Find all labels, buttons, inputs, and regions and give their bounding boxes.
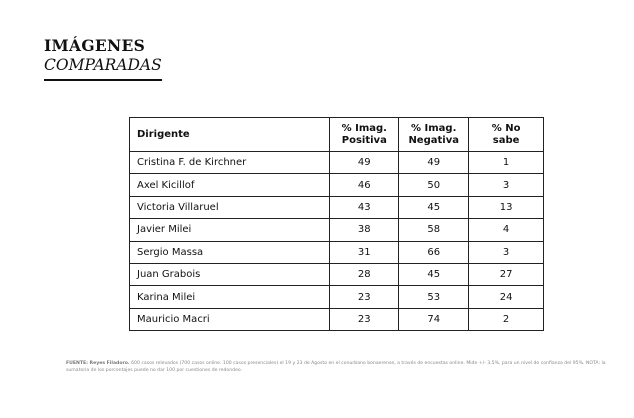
cell-negativa: 45 [399, 196, 469, 218]
cell-dirigente: Karina Milei [130, 286, 330, 308]
heading [44, 36, 162, 81]
source-footnote [66, 361, 626, 374]
cell-negativa: 50 [399, 174, 469, 196]
cell-nosabe: 27 [469, 263, 544, 285]
cell-positiva: 43 [330, 196, 399, 218]
table-row [130, 196, 544, 218]
source-text: 600 casos relevados (700 casos online. 100 casos presenciales) el 19 y 23 de Agosto en el conurbano bonaerense, a través de encuestas online. Mide +/- 3,5%, para un nivel de confianza del 95%. NOTA: la sumatoria de los porcentajes puede no dar 100 por cuestiones de redondeo. [66, 361, 606, 373]
header-line: sabe [492, 134, 520, 146]
cell-negativa: 66 [399, 241, 469, 263]
cell-dirigente: Javier Milei [130, 219, 330, 241]
cell-dirigente: Axel Kicillof [130, 174, 330, 196]
cell-positiva: 31 [330, 241, 399, 263]
cell-negativa: 74 [399, 308, 469, 330]
cell-dirigente: Cristina F. de Kirchner [130, 152, 330, 174]
cell-nosabe: 4 [469, 219, 544, 241]
cell-negativa: 49 [399, 152, 469, 174]
cell-dirigente: Juan Grabois [130, 263, 330, 285]
cell-nosabe: 13 [469, 196, 544, 218]
cell-positiva: 49 [330, 152, 399, 174]
header-line: Positiva [341, 134, 387, 146]
column-header-dirigente [130, 118, 330, 152]
heading-subtitle: COMPARADAS [44, 56, 162, 74]
cell-positiva: 23 [330, 286, 399, 308]
cell-nosabe: 3 [469, 241, 544, 263]
cell-positiva: 23 [330, 308, 399, 330]
table-row [130, 241, 544, 263]
table-row [130, 219, 544, 241]
cell-positiva: 46 [330, 174, 399, 196]
cell-dirigente: Victoria Villaruel [130, 196, 330, 218]
cell-dirigente: Sergio Massa [130, 241, 330, 263]
header-line: % Imag. [411, 123, 457, 134]
header-line: % Imag. [341, 123, 387, 134]
header-line: Negativa [408, 134, 459, 146]
images-table [129, 117, 544, 331]
cell-nosabe: 2 [469, 308, 544, 330]
heading-underline [44, 79, 162, 81]
table-row [130, 152, 544, 174]
column-header-negativa [399, 118, 469, 152]
cell-nosabe: 1 [469, 152, 544, 174]
column-header-positiva [330, 118, 399, 152]
cell-positiva: 28 [330, 263, 399, 285]
cell-dirigente: Mauricio Macri [130, 308, 330, 330]
header-line: % No [491, 123, 521, 134]
table-header-row [130, 118, 544, 152]
cell-positiva: 38 [330, 219, 399, 241]
cell-negativa: 58 [399, 219, 469, 241]
cell-negativa: 45 [399, 263, 469, 285]
table-row [130, 308, 544, 330]
cell-nosabe: 24 [469, 286, 544, 308]
cell-negativa: 53 [399, 286, 469, 308]
column-header-nosabe [469, 118, 544, 152]
table-row [130, 286, 544, 308]
cell-nosabe: 3 [469, 174, 544, 196]
source-label: FUENTE: Reyes Filadoro. [66, 361, 130, 366]
table-row [130, 174, 544, 196]
header-line: Dirigente [137, 128, 190, 140]
table-row [130, 263, 544, 285]
heading-title: IMÁGENES [44, 36, 146, 55]
